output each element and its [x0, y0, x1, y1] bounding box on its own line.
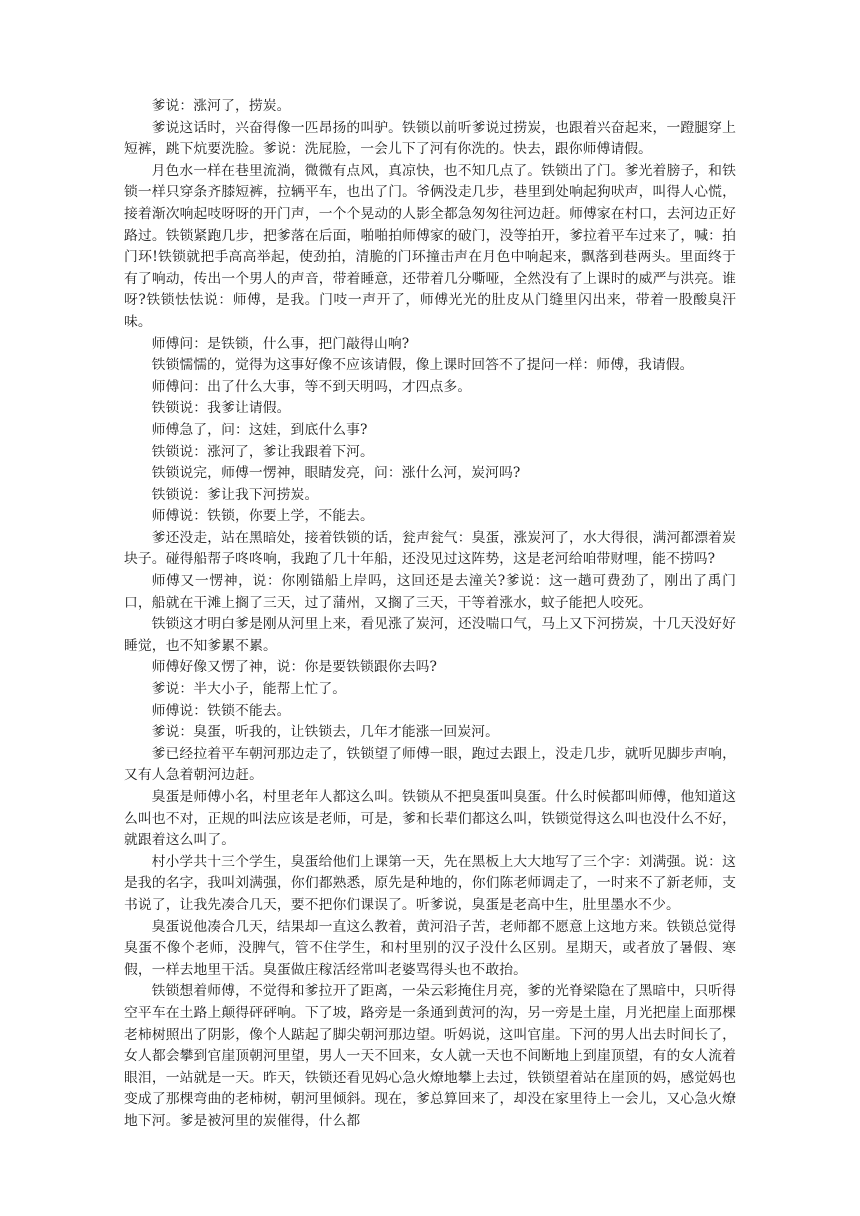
paragraph: 爹已经拉着平车朝河那边走了，铁锁望了师傅一眼，跑过去跟上，没走几步，就听见脚步声响，又有人急着朝河边赶。	[124, 745, 736, 784]
paragraph: 师傅好像又愣了神，说：你是要铁锁跟你去吗?	[151, 659, 438, 676]
paragraph: 师傅问：出了什么大事，等不到天明吗，才四点多。	[151, 378, 472, 395]
paragraph: 爹说这话时，兴奋得像一匹昂扬的叫驴。铁锁以前听爹说过捞炭，也跟着兴奋起来，一蹬腿穿上短裤，跳下炕要洗脸。爹说：洗屁脸，一会儿下了河有你洗的。快去，跟你师傅请假。	[124, 119, 736, 158]
paragraph: 爹还没走，站在黑暗处，接着铁锁的话，瓮声瓮气：臭蛋，涨炭河了，水大得很，满河都漂着炭块子。碰得船帮子咚咚响，我跑了几十年船，还没见过这阵势，这是老河给咱带财哩，能不捞吗?	[124, 529, 736, 568]
document-body	[124, 96, 736, 1133]
paragraph: 臭蛋是师傅小名，村里老年人都这么叫。铁锁从不把臭蛋叫臭蛋。什么时候都叫师傅，他知道这么叫也不对，正规的叫法应该是老师，可是，爹和长辈们都这么叫，铁锁觉得这么叫也没什么不好，就跟着这么叫了。	[124, 789, 736, 849]
paragraph: 铁锁想着师傅，不觉得和爹拉开了距离，一朵云彩掩住月亮，爹的光脊梁隐在了黑暗中，只听得空平车在土路上颠得砰砰响。下了坡，路旁是一条通到黄河的沟，另一旁是土崖，月光把崖上面那棵老柿树照出了阴影，像个人踮起了脚尖朝河那边望。听妈说，这叫官崖。下河的男人出去时间长了，女人都会攀到官崖顶朝河里望，男人一天不回来，女人就一天也不间断地上到崖顶望，有的女人流着眼泪，一站就是一天。昨天，铁锁还看见妈心急火燎地攀上去过，铁锁望着站在崖顶的妈，感觉妈也变成了那棵弯曲的老柿树，朝河里倾斜。现在，爹总算回来了，却没在家里待上一会儿，又心急火燎地下河。爹是被河里的炭催得，什么都	[124, 983, 736, 1129]
paragraph: 师傅问：是铁锁，什么事，把门敲得山响?	[151, 335, 410, 352]
paragraph: 村小学共十三个学生，臭蛋给他们上课第一天，先在黑板上大大地写了三个字：刘满强。说：这是我的名字，我叫刘满强，你们都熟悉，原先是种地的，你们陈老师调走了，一时来不了新老师，支书说了，让我先凑合几天，要不把你们课误了。听爹说，臭蛋是老高中生，肚里墨水不少。	[124, 853, 736, 913]
paragraph: 铁锁说：爹让我下河捞炭。	[151, 486, 319, 503]
paragraph: 铁锁说：我爹让请假。	[151, 400, 291, 417]
paragraph: 铁锁懦懦的，觉得为这事好像不应该请假，像上课时回答不了提问一样：师傅，我请假。	[151, 357, 694, 374]
paragraph: 臭蛋说他凑合几天，结果却一直这么教着，黄河沿子苦，老师都不愿意上这地方来。铁锁总觉得臭蛋不像个老师，没脾气，管不住学生，和村里别的汉子没什么区别。星期天，或者放了暑假、寒假，一样去地里干活。臭蛋做庄稼活经常叫老婆骂得头也不敢抬。	[124, 918, 736, 978]
paragraph: 师傅又一愣神，说：你刚锚船上岸吗，这回还是去潼关?爹说：这一趟可费劲了，刚出了禹门口，船就在干滩上搁了三天，过了蒲州，又搁了三天，干等着涨水，蚊子能把人咬死。	[124, 573, 736, 611]
paragraph: 爹说：涨河了，捞炭。	[151, 98, 291, 114]
paragraph: 师傅说：铁锁，你要上学，不能去。	[151, 508, 374, 525]
paragraph: 师傅急了，问：这娃，到底什么事?	[151, 421, 368, 438]
paragraph: 铁锁说完，师傅一愣神，眼睛发亮，问：涨什么河，炭河吗?	[151, 465, 521, 482]
paragraph: 铁锁说：涨河了，爹让我跟着下河。	[151, 443, 374, 460]
paragraph: 爹说：半大小子，能帮上忙了。	[151, 681, 347, 698]
paragraph: 师傅说：铁锁不能去。	[151, 702, 291, 719]
paragraph: 月色水一样在巷里流淌，微微有点风，真凉快，也不知几点了。铁锁出了门。爹光着膀子，和铁锁一样只穿条齐膝短裤，拉辆平车，也出了门。爷俩没走几步，巷里到处响起狗吠声，叫得人心慌，接着渐次响起吱呀呀的开门声，一个个晃动的人影全都急匆匆往河边赶。师傅家在村口，去河边正好路过。铁锁紧跑几步，把爹落在后面，啪啪拍师傅家的破门，没等拍开，爹拉着平车过来了，喊：拍门环!铁锁就把手高高举起，使劲拍，清脆的门环撞击声在月色中响起来，飘落到巷两头。里面终于有了响动，传出一个男人的声音，带着睡意，还带着几分嘶哑，全然没有了上课时的威严与洪亮。谁呀?铁锁怯怯说：师傅，是我。门吱一声开了，师傅光光的肚皮从门缝里闪出来，带着一股酸臭汗味。	[124, 162, 736, 330]
paragraph: 铁锁这才明白爹是刚从河里上来，看见涨了炭河，还没喘口气，马上又下河捞炭，十几天没好好睡觉，也不知爹累不累。	[124, 616, 736, 654]
paragraph: 爹说：臭蛋，听我的，让铁锁去，几年才能涨一回炭河。	[151, 724, 500, 741]
